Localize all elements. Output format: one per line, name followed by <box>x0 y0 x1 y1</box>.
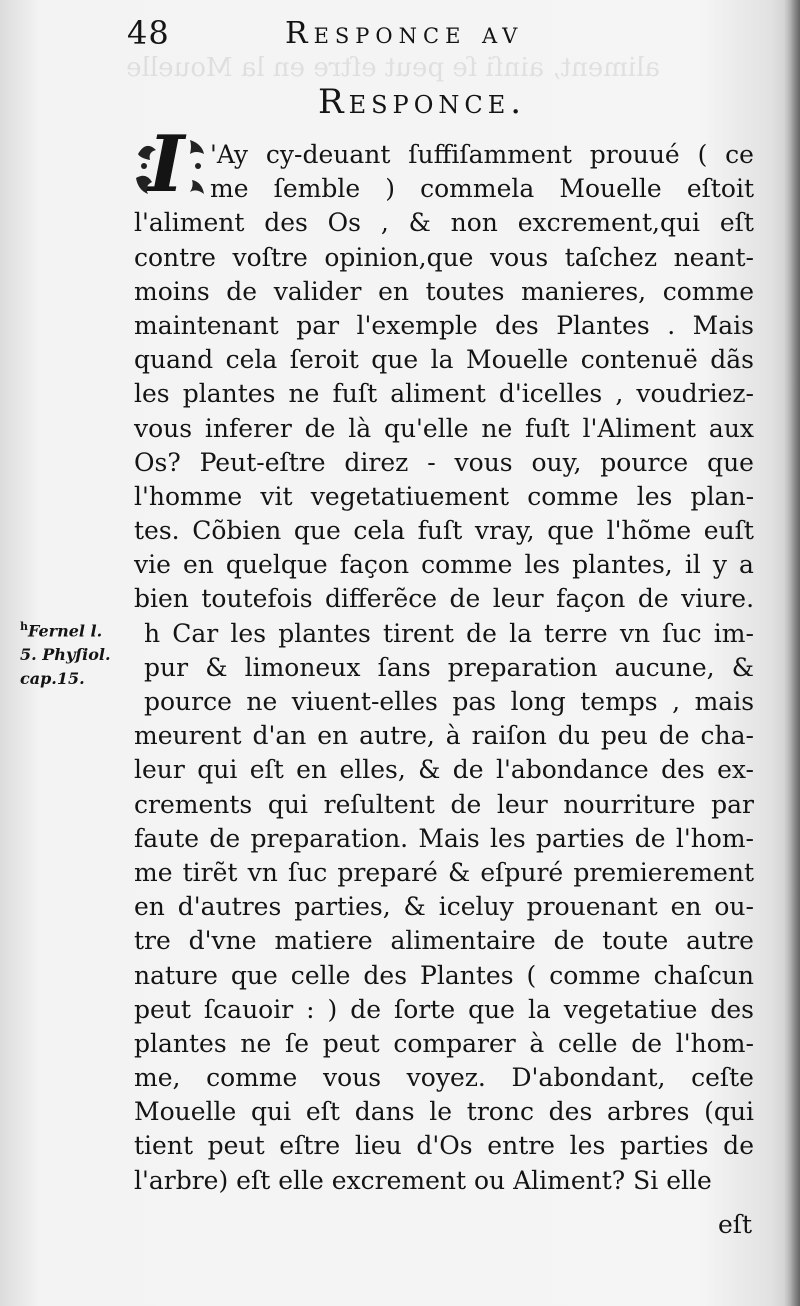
text-line: tre d'vne matiere alimentaire de toute autre <box>134 926 754 956</box>
text-line: l'aliment des Os , & non excrement,qui eſt <box>134 208 754 238</box>
text-line: 'Ay cy-deuant ſuffiſamment prouué ( ce <box>210 140 754 169</box>
page-edge-shadow <box>784 0 800 1306</box>
text-line: nature que celle des Plantes ( comme chaſcun <box>134 960 755 990</box>
drop-cap-letter: I <box>148 119 185 210</box>
text-line: bien toutefois differẽce de leur façon de viure. <box>134 584 755 614</box>
text-line: h Car les plantes tirent de la terre vn ſuc im- <box>144 618 754 648</box>
text-line: meurent d'an en autre, à raiſon du peu de cha- <box>134 721 754 751</box>
margin-note-line: $^h$Fernel l. <box>20 620 103 641</box>
text-line: peut ſcauoir : ) de ſorte que la vegetatiue des <box>134 994 755 1024</box>
text-line: moins de valider en toutes manieres, comme <box>134 276 755 306</box>
running-head: Responce av <box>285 16 524 51</box>
text-line: me tirẽt vn ſuc preparé & eſpuré premierement <box>134 857 754 887</box>
text-line: vous inferer de là qu'elle ne fuſt l'Aliment aux <box>134 413 755 443</box>
text-line: crements qui reſultent de leur nourriture par <box>134 789 755 819</box>
page-number: 48 <box>127 14 170 52</box>
text-line: leur qui eſt en elles, & de l'abondance des ex- <box>134 755 754 785</box>
text-line: maintenant par l'exemple des Plantes . Mais <box>134 310 754 340</box>
body-text <box>134 138 754 1198</box>
show-through-text: aliment, ainſi ſe peut eſtre en la Mouelle <box>126 55 660 83</box>
text-line: contre voſtre opinion,que vous taſchez neant- <box>134 242 754 272</box>
text-line: l'arbre) eſt elle excrement ou Aliment? Si elle <box>134 1165 712 1195</box>
text-line: pur & limoneux ſans preparation aucune, & <box>144 652 754 682</box>
text-line: me, comme vous voyez. D'abondant, ceſte <box>134 1063 754 1093</box>
text-line: quand cela ſeroit que la Mouelle contenuë dãs <box>134 345 754 375</box>
catch-word: eſt <box>718 1210 753 1239</box>
text-line: me ſemble ) commela Mouelle eſtoit <box>210 174 755 204</box>
text-line: plantes ne ſe peut comparer à celle de l'hom- <box>134 1028 754 1058</box>
text-line: vie en quelque façon comme les plantes, il y a <box>134 550 754 580</box>
text-line: l'homme vit vegetatiuement comme les plan- <box>134 481 755 511</box>
section-title: Responce. <box>318 82 527 122</box>
text-line: faute de preparation. Mais les parties de l'hom- <box>134 823 755 853</box>
text-line: tient peut eſtre lieu d'Os entre les parties de <box>134 1131 754 1161</box>
text-line: tes. Cõbien que cela fuſt vray, que l'hõme euſt <box>134 516 754 546</box>
margin-note-line: 5. Phyſiol. <box>20 645 111 665</box>
margin-note <box>20 615 140 691</box>
page-header <box>0 14 800 54</box>
text-line: Os? Peut-eſtre direz - vous ouy, pource que <box>134 447 754 477</box>
text-line: pource ne viuent-elles pas long temps , mais <box>144 687 755 716</box>
text-line: Mouelle qui eſt dans le tronc des arbres (qui <box>134 1097 755 1127</box>
margin-note-line: cap.15. <box>20 669 85 689</box>
text-line: en d'autres parties, & iceluy prouenant en ou- <box>134 892 754 922</box>
footnote-mark: h <box>20 620 28 633</box>
text-line: les plantes ne fuſt aliment d'icelles , voudriez- <box>134 379 755 409</box>
